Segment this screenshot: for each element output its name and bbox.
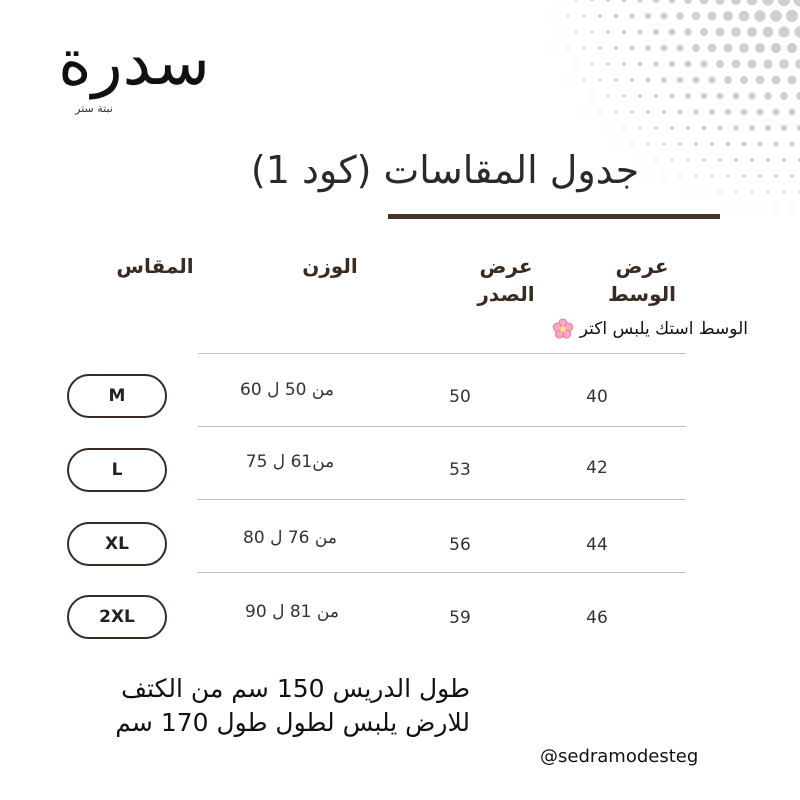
halftone-dot <box>637 29 642 34</box>
halftone-dot <box>653 29 659 35</box>
halftone-dot <box>702 158 705 161</box>
halftone-decoration <box>500 0 800 260</box>
halftone-dot <box>582 14 585 17</box>
halftone-dot <box>751 191 753 193</box>
halftone-dot <box>645 45 651 51</box>
halftone-dot <box>615 111 618 114</box>
halftone-dot <box>731 0 741 5</box>
weight-value: من61 ل 75 <box>245 452 335 472</box>
halftone-dot <box>575 63 577 65</box>
halftone-dot <box>749 125 755 131</box>
halftone-dot <box>715 0 724 5</box>
halftone-dot <box>759 207 761 209</box>
halftone-dot <box>685 93 691 99</box>
header-waist: عرض الوسط <box>608 254 676 306</box>
halftone-dot <box>700 28 708 36</box>
halftone-dot <box>770 10 782 22</box>
halftone-dot <box>559 0 561 1</box>
waist-value: 40 <box>586 387 608 407</box>
note-text: الوسط استك يلبس اكتر <box>579 319 748 339</box>
halftone-dot <box>662 110 666 114</box>
halftone-dot <box>791 207 793 209</box>
halftone-dot <box>630 110 633 113</box>
halftone-dot <box>639 127 642 130</box>
halftone-dot <box>790 174 793 177</box>
halftone-dot <box>767 191 769 193</box>
halftone-dot <box>723 11 733 21</box>
halftone-dot <box>717 93 724 100</box>
halftone-dot <box>591 95 593 97</box>
halftone-dot <box>703 191 705 193</box>
halftone-dot <box>739 43 749 53</box>
halftone-dot <box>614 14 619 19</box>
size-badge: L <box>67 448 167 492</box>
halftone-dot <box>567 47 569 49</box>
row-divider <box>198 353 686 354</box>
chest-value: 56 <box>449 535 471 555</box>
weight-value: من 81 ل 90 <box>245 602 339 622</box>
halftone-dot <box>789 109 796 116</box>
halftone-dot <box>693 77 700 84</box>
halftone-dot <box>686 126 690 130</box>
halftone-dot <box>567 79 568 80</box>
weight-value: من 50 ل 60 <box>240 380 334 400</box>
halftone-dot <box>742 174 745 177</box>
halftone-dot <box>748 60 757 69</box>
halftone-dot <box>559 31 560 32</box>
halftone-dot <box>630 78 634 82</box>
title-underline <box>388 214 720 219</box>
halftone-dot <box>598 14 602 18</box>
halftone-dot <box>740 76 748 84</box>
halftone-dot <box>781 125 787 131</box>
halftone-dot <box>786 10 798 22</box>
row-divider <box>198 426 686 427</box>
halftone-dot <box>702 126 707 131</box>
halftone-dot <box>710 142 714 146</box>
header-size: المقاس <box>116 254 194 278</box>
halftone-dot <box>724 76 732 84</box>
halftone-dot <box>678 110 683 115</box>
halftone-dot <box>661 45 667 51</box>
halftone-dot <box>727 175 730 178</box>
halftone-dot <box>774 174 777 177</box>
cherry-blossom-icon <box>552 318 574 340</box>
halftone-dot <box>598 46 602 50</box>
row-divider <box>198 572 686 573</box>
note <box>480 316 748 342</box>
halftone-dot <box>717 125 722 130</box>
logo-tagline: نبتة ستر <box>75 102 113 115</box>
halftone-dot <box>567 15 569 17</box>
header-chest: عرض الصدر <box>477 254 535 306</box>
dress-length-note <box>30 672 470 740</box>
halftone-dot <box>622 0 627 2</box>
halftone-dot <box>748 92 755 99</box>
logo-text: سدرة <box>58 26 210 100</box>
halftone-dot <box>766 158 770 162</box>
halftone-dot <box>614 46 618 50</box>
halftone-dot <box>743 207 744 208</box>
halftone-dot <box>731 27 741 37</box>
halftone-dot <box>653 0 659 3</box>
halftone-dot <box>772 76 781 85</box>
halftone-dot <box>757 141 762 146</box>
weight-value: من 76 ل 80 <box>243 528 337 548</box>
halftone-dot <box>646 78 651 83</box>
halftone-dot <box>773 141 778 146</box>
halftone-dot <box>638 62 643 67</box>
halftone-dot <box>708 76 715 83</box>
halftone-dot <box>775 207 777 209</box>
halftone-dot <box>778 26 789 37</box>
halftone-dot <box>654 126 657 129</box>
halftone-dot <box>693 109 698 114</box>
halftone-dot <box>629 13 634 18</box>
halftone-dot <box>741 109 748 116</box>
halftone-dot <box>742 142 747 147</box>
halftone-dot <box>762 0 773 6</box>
halftone-dot <box>695 175 697 177</box>
halftone-dot <box>794 26 800 37</box>
halftone-dot <box>669 29 676 36</box>
halftone-dot <box>637 0 642 3</box>
halftone-dot <box>765 125 771 131</box>
halftone-dot <box>755 43 765 53</box>
halftone-dot <box>757 109 764 116</box>
halftone-dot <box>727 207 728 208</box>
size-badge: M <box>67 374 167 418</box>
halftone-dot <box>622 30 626 34</box>
halftone-dot <box>708 44 716 52</box>
halftone-dot <box>778 0 790 6</box>
halftone-dot <box>763 59 772 68</box>
halftone-dot <box>789 141 794 146</box>
halftone-dot <box>724 44 733 53</box>
halftone-dot <box>622 62 626 66</box>
footer-line-1: طول الدريس 150 سم من الكتف <box>121 674 470 703</box>
halftone-dot <box>677 77 683 83</box>
size-badge: XL <box>67 522 167 566</box>
halftone-dot <box>747 27 757 37</box>
halftone-dot <box>788 76 797 85</box>
halftone-dot <box>591 63 594 66</box>
halftone-dot <box>599 111 601 113</box>
halftone-dot <box>590 0 593 2</box>
halftone-dot <box>694 142 698 146</box>
halftone-dot <box>719 191 721 193</box>
halftone-dot <box>670 94 675 99</box>
halftone-dot <box>716 60 724 68</box>
halftone-dot <box>734 158 738 162</box>
halftone-dot <box>700 60 707 67</box>
halftone-dot <box>607 95 609 97</box>
halftone-dot <box>606 62 609 65</box>
halftone-dot <box>764 92 772 100</box>
halftone-dot <box>684 0 692 4</box>
halftone-dot <box>771 43 781 53</box>
halftone-dot <box>700 0 708 4</box>
halftone-dot <box>661 77 667 83</box>
chest-value: 53 <box>449 460 471 480</box>
halftone-dot <box>583 79 585 81</box>
footer-line-2: للارض يلبس لطول طول 170 سم <box>115 708 470 737</box>
halftone-dot <box>782 158 786 162</box>
page-title: جدول المقاسات (كود 1) <box>250 148 640 192</box>
halftone-dot <box>692 44 700 52</box>
waist-value: 44 <box>586 535 608 555</box>
halftone-dot <box>607 127 609 129</box>
halftone-dot <box>779 59 788 68</box>
halftone-dot <box>614 78 618 82</box>
halftone-dot <box>591 31 594 34</box>
halftone-dot <box>718 158 722 162</box>
social-handle: @sedramodesteg <box>540 746 699 767</box>
halftone-dot <box>795 59 800 69</box>
halftone-dot <box>583 111 584 112</box>
halftone-dot <box>551 15 553 17</box>
halftone-dot <box>676 44 683 51</box>
brand-logo <box>54 18 214 128</box>
halftone-dot <box>575 31 577 33</box>
halftone-dot <box>622 94 625 97</box>
halftone-dot <box>645 13 651 19</box>
halftone-dot <box>575 0 577 1</box>
halftone-dot <box>701 93 707 99</box>
halftone-dot <box>606 0 610 2</box>
halftone-dot <box>661 13 668 20</box>
waist-value: 42 <box>586 458 608 478</box>
size-badge: 2XL <box>67 595 167 639</box>
halftone-dot <box>654 94 658 98</box>
halftone-dot <box>763 27 774 38</box>
halftone-dot <box>653 61 658 66</box>
halftone-dot <box>733 93 740 100</box>
halftone-dot <box>684 28 691 35</box>
halftone-dot <box>685 61 692 68</box>
chest-value: 50 <box>449 387 471 407</box>
halftone-dot <box>787 43 797 53</box>
header-weight: الوزن <box>302 254 358 278</box>
halftone-dot <box>726 142 731 147</box>
halftone-dot <box>716 28 725 37</box>
halftone-dot <box>739 11 750 22</box>
halftone-dot <box>725 109 731 115</box>
halftone-dot <box>669 0 676 3</box>
halftone-dot <box>780 92 788 100</box>
halftone-dot <box>711 175 714 178</box>
halftone-dot <box>758 174 761 177</box>
halftone-dot <box>692 12 700 20</box>
halftone-dot <box>733 125 738 130</box>
halftone-dot <box>773 109 780 116</box>
halftone-dot <box>670 126 674 130</box>
row-divider <box>198 499 686 500</box>
halftone-dot <box>638 94 642 98</box>
halftone-dot <box>732 60 740 68</box>
halftone-dot <box>756 76 764 84</box>
halftone-dot <box>796 92 800 100</box>
halftone-dot <box>794 0 800 7</box>
halftone-dot <box>750 158 754 162</box>
halftone-dot <box>669 61 675 67</box>
halftone-dot <box>707 11 716 20</box>
halftone-dot <box>623 127 625 129</box>
halftone-dot <box>747 0 758 5</box>
halftone-dot <box>583 47 586 50</box>
halftone-dot <box>630 46 635 51</box>
halftone-dot <box>709 109 715 115</box>
chest-value: 59 <box>449 608 471 628</box>
halftone-dot <box>646 110 650 114</box>
halftone-dot <box>551 47 552 48</box>
halftone-dot <box>606 30 610 34</box>
halftone-dot <box>599 79 602 82</box>
halftone-dot <box>783 191 786 194</box>
waist-value: 46 <box>586 608 608 628</box>
halftone-dot <box>754 10 765 21</box>
halftone-dot <box>735 191 737 193</box>
halftone-dot <box>676 12 684 20</box>
